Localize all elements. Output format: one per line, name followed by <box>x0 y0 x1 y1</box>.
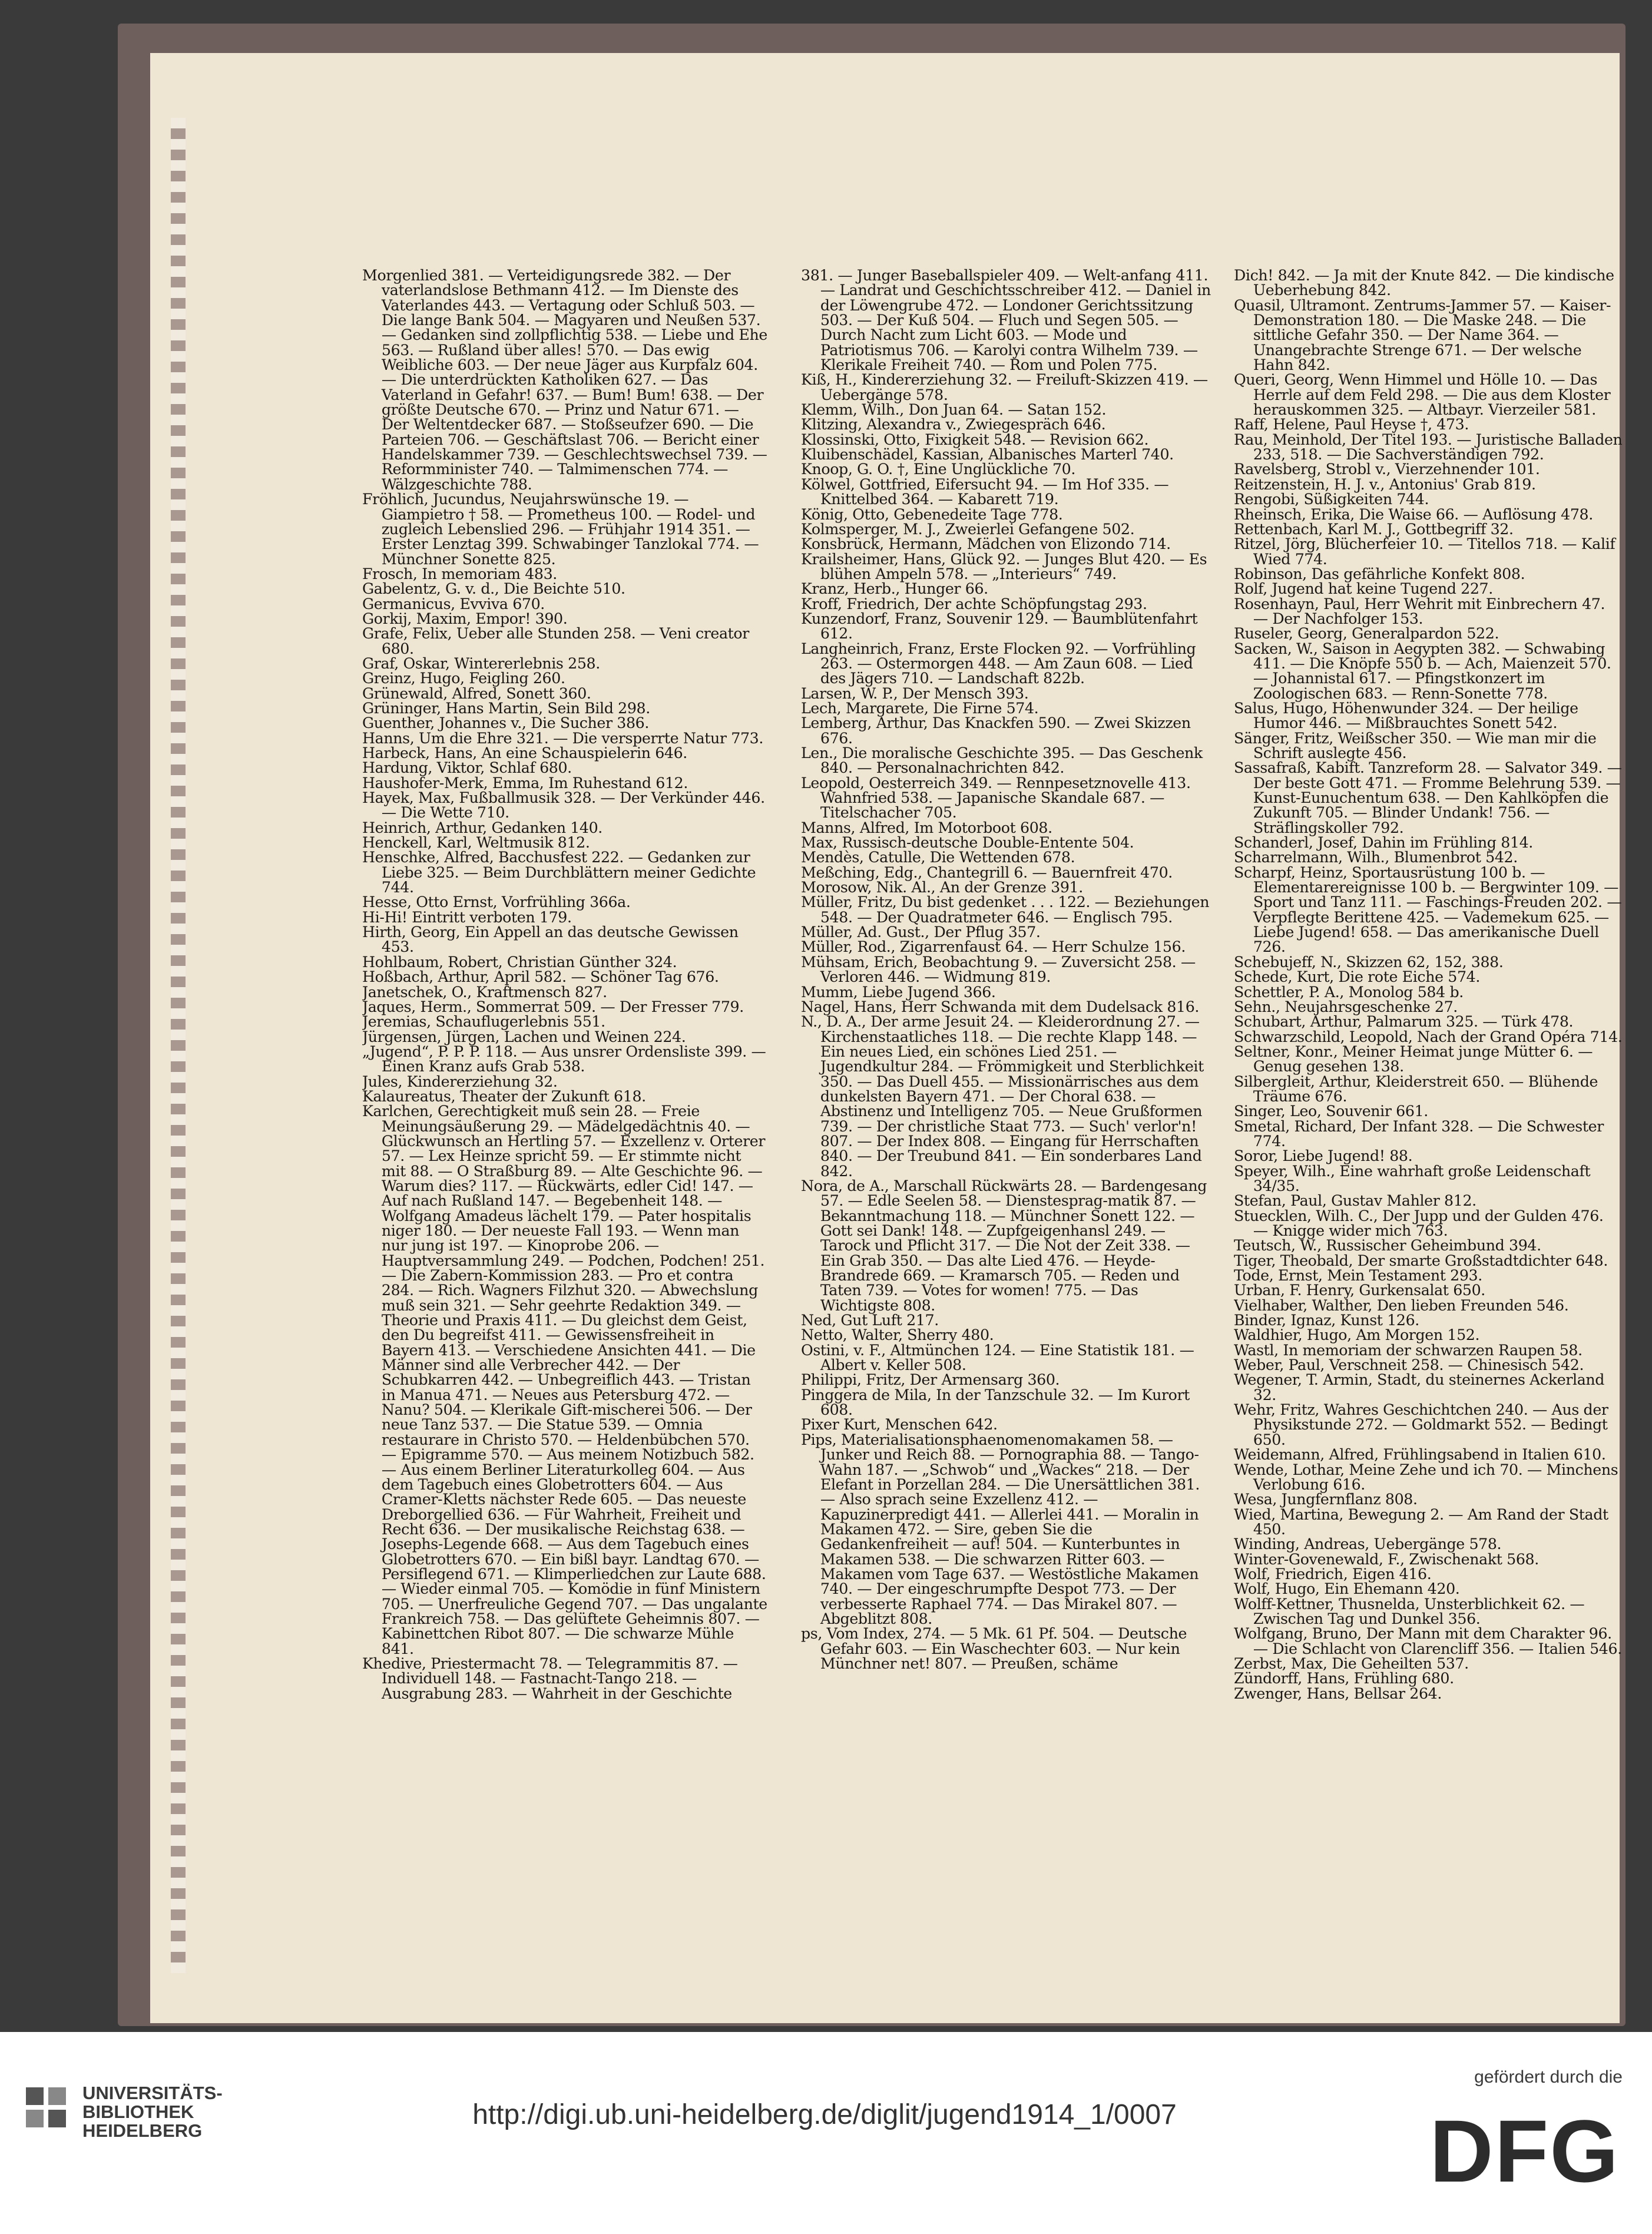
index-entry: Jeremias, Schauflugerlebnis 551. <box>362 1013 605 1031</box>
index-entry: Klossinski, Otto, Fixigkeit 548. — Revision 662. <box>801 431 1149 448</box>
index-entry: Rettenbach, Karl M. J., Gottbegriff 32. <box>1234 520 1514 538</box>
index-entry: Fröhlich, Jucundus, Neujahrswünsche 19. — Giampietro † 58. — Prometheus 100. — Rodel- und zugleich Lebenslied 296. — Frühjahr 1914 351. — Erster Lenztag 399. Schwabinger Tanzlokal 774. — Münchner Sonette 825. <box>362 491 759 568</box>
index-entry: Weidemann, Alfred, Frühlingsabend in Italien 610. <box>1234 1446 1606 1464</box>
index-entry: Grafe, Felix, Ueber alle Stunden 258. — Veni creator 680. <box>362 625 749 657</box>
index-entry: Waldhier, Hugo, Am Morgen 152. <box>1234 1326 1480 1344</box>
index-entry: Knoop, G. O. †, Eine Unglückliche 70. <box>801 461 1076 478</box>
index-entry: Tode, Ernst, Mein Testament 293. <box>1234 1267 1482 1285</box>
index-entry: Soror, Liebe Jugend! 88. <box>1234 1147 1413 1165</box>
index-entry: Mendès, Catulle, Die Wettenden 678. <box>801 849 1075 866</box>
index-entry: Heinrich, Arthur, Gedanken 140. <box>362 819 602 836</box>
index-entry: Germanicus, Evviva 670. <box>362 595 545 613</box>
index-entry: Konsbrück, Hermann, Mädchen von Elizondo 714. <box>801 535 1171 553</box>
index-entry: Schebujeff, N., Skizzen 62, 152, 388. <box>1234 953 1504 971</box>
index-entry: Ravelsberg, Strobl v., Vierzehnender 101. <box>1234 461 1540 478</box>
index-entry: Stefan, Paul, Gustav Mahler 812. <box>1234 1192 1476 1210</box>
index-entry: Rengobi, Süßigkeiten 744. <box>1234 491 1429 508</box>
index-entry: Scharrelmann, Wilh., Blumenbrot 542. <box>1234 849 1518 866</box>
index-entry: Pinggera de Mila, In der Tanzschule 32. — Im Kurort 608. <box>801 1386 1190 1419</box>
index-entry: Rau, Meinhold, Der Titel 193. — Juristische Balladen 233, 518. — Die Sachverständigen 792. <box>1234 431 1623 464</box>
index-entry: Pixer Kurt, Menschen 642. <box>801 1416 998 1434</box>
index-entry: Gabelentz, G. v. d., Die Beichte 510. <box>362 580 625 598</box>
index-entry: Meßching, Edg., Chantegrill 6. — Bauernfreit 470. <box>801 863 1173 881</box>
index-entry: Hayek, Max, Fußballmusik 328. — Der Verkünder 446. — Die Wette 710. <box>362 789 765 822</box>
index-entry: ps, Vom Index, 274. — 5 Mk. 61 Pf. 504. — Deutsche Gefahr 603. — Ein Waschechter 603. — Nur kein Münchner net! 807. — Preußen, schäme <box>801 1625 1187 1672</box>
index-entry: Winter-Govenewald, F., Zwischenakt 568. <box>1234 1550 1539 1568</box>
index-entry: Raff, Helene, Paul Heyse †, 473. <box>1234 416 1469 433</box>
index-entry: Leopold, Oesterreich 349. — Rennpesetznovelle 413. Wahnfried 538. — Japanische Skandale 687. — Titelschacher 705. <box>801 774 1191 822</box>
index-entry: Stuecklen, Wilh. C., Der Jupp und der Gulden 476. — Knigge wider mich 763. <box>1234 1207 1604 1239</box>
index-entry: Netto, Walter, Sherry 480. <box>801 1326 994 1344</box>
index-entry: Krailsheimer, Hans, Glück 92. — Junges Blut 420. — Es blühen Ampeln 578. — „Interieurs“ 749. <box>801 550 1207 583</box>
index-entry: Nora, de A., Marschall Rückwärts 28. — Bardengesang 57. — Edle Seelen 58. — Dienstesprag-matik 87. — Bekanntmachung 118. — Münchner Sonett 122. — Gott sei Dank! 148. — Zupfgeigenhansl 249. — Tarock und Pflicht 317. — Die Not der Zeit 338. — Ein Grab 350. — Das alte Lied 476. — Heyde-Brandrede 669. — Kramarsch 705. — Reden und Taten 739. — Votes for women! 775. — Das Wichtigste 808. <box>801 1177 1207 1314</box>
dfg-logo: DFG <box>1429 2101 1620 2200</box>
index-entry: Khedive, Priestermacht 78. — Telegrammitis 87. — Individuell 148. — Fastnacht-Tango 218. — Ausgrabung 283. — Wahrheit in der Geschichte <box>362 1654 738 1702</box>
index-entry: Müller, Ad. Gust., Der Pflug 357. <box>801 924 1041 941</box>
index-entry: Teutsch, W., Russischer Geheimbund 394. <box>1234 1237 1541 1255</box>
index-entry: N., D. A., Der arme Jesuit 24. — Kleiderordnung 27. — Kirchenstaatliches 118. — Die rechte Klapp 148. — Ein neues Lied, ein schönes Lied 251. — Jugendkultur 284. — Frömmigkeit und Sterblichkeit 350. — Das Duell 455. — Missionärrisches aus dem dunkelsten Bayern 471. — Der Choral 638. — Abstinenz und Intelligenz 705. — Neue Grußformen 739. — Der christliche Staat 773. — Such' verlor'n! 807. — Der Index 808. — Eingang für Herrschaften 840. — Der Treubund 841. — Ein sonderbares Land 842. <box>801 1013 1204 1180</box>
index-entry: Mumm, Liebe Jugend 366. <box>801 983 996 1001</box>
index-entry: Kroff, Friedrich, Der achte Schöpfungstag 293. <box>801 595 1147 613</box>
library-name-line-2: BIBLIOTHEK <box>82 2101 194 2122</box>
index-entry: Manns, Alfred, Im Motorboot 608. <box>801 819 1052 836</box>
index-entry: Gorkij, Maxim, Empor! 390. <box>362 610 568 627</box>
index-entry: Lemberg, Arthur, Das Knackfen 590. — Zwei Skizzen 676. <box>801 714 1191 747</box>
index-entry: Urban, F. Henry, Gurkensalat 650. <box>1234 1282 1485 1299</box>
index-entry: „Jugend“, P. P. P. 118. — Aus unsrer Ordensliste 399. — Einen Kranz aufs Grab 538. <box>362 1042 766 1075</box>
index-entry: Jules, Kindererziehung 32. <box>362 1073 558 1090</box>
index-entry: Kölwel, Gottfried, Eifersucht 94. — Im Hof 335. — Knittelbed 364. — Kabarett 719. <box>801 475 1169 508</box>
index-entry: Wolff-Kettner, Thusnelda, Unsterblichkeit 62. — Zwischen Tag und Dunkel 356. <box>1234 1595 1585 1627</box>
index-column-2 <box>801 268 1213 1935</box>
index-entry: Max, Russisch-deutsche Double-Entente 504. <box>801 834 1134 852</box>
index-entry: Rosenhayn, Paul, Herr Wehrit mit Einbrechern 47. — Der Nachfolger 153. <box>1234 595 1605 627</box>
index-entry: Hanns, Um die Ehre 321. — Die versperrte Natur 773. <box>362 729 763 747</box>
index-entry: Mühsam, Erich, Beobachtung 9. — Zuversicht 258. — Verloren 446. — Widmung 819. <box>801 953 1196 986</box>
index-entry: Wehr, Fritz, Wahres Geschichtchen 240. — Aus der Physikstunde 272. — Goldmarkt 552. — Bedingt 650. <box>1234 1401 1608 1448</box>
index-entry: Hesse, Otto Ernst, Vorfrühling 366a. <box>362 893 631 911</box>
index-entry: Silbergleit, Arthur, Kleiderstreit 650. — Blühende Träume 676. <box>1234 1073 1598 1105</box>
index-entry: Morgenlied 381. — Verteidigungsrede 382. — Der vaterlandslose Bethmann 412. — Im Dienste des Vaterlandes 443. — Vertagung oder Schluß 503. — Die lange Bank 504. — Magyaren und Neußen 537. — Gedanken sind zollpflichtig 538. — Liebe und Ehe 563. — Rußland über alles! 570. — Das ewig Weibliche 603. — Der neue Jäger aus Kurpfalz 604. — Die unterdrückten Katholiken 627. — Das Vaterland in Gefahr! 637. — Bum! Bum! 638. — Der größte Deutsche 670. — Prinz und Natur 671. — Der Weltentdecker 687. — Stoßseufzer 690. — Die Parteien 706. — Geschäftslast 706. — Bericht einer Handelskammer 739. — Geschlechtswechsel 739. — Reformminister 740. — Talmimenschen 774. — Wälzgeschichte 788. <box>362 268 767 493</box>
index-entry: Kolmsperger, M. J., Zweierlei Gefangene 502. <box>801 520 1135 538</box>
index-entry: Greinz, Hugo, Feigling 260. <box>362 670 565 687</box>
index-entry: Jürgensen, Jürgen, Lachen und Weinen 224. <box>362 1028 686 1045</box>
index-entry: Langheinrich, Franz, Erste Flocken 92. — Vorfrühling 263. — Ostermorgen 448. — Am Zaun 608. — Lied des Jägers 710. — Landschaft 822b. <box>801 640 1196 687</box>
page-url-link[interactable]: http://digi.ub.uni-heidelberg.de/diglit/jugend1914_1/0007 <box>472 2099 1177 2130</box>
index-entry: Henckell, Karl, Weltmusik 812. <box>362 834 590 852</box>
index-entry: Henschke, Alfred, Bacchusfest 222. — Gedanken zur Liebe 325. — Beim Durchblättern meiner Gedichte 744. <box>362 849 756 896</box>
index-entry: Ruseler, Georg, Generalpardon 522. <box>1234 625 1499 643</box>
index-entry: Janetschek, O., Kraftmensch 827. <box>362 983 607 1001</box>
index-entry: Sassafraß, Kabift. Tanzreform 28. — Salvator 349. — Der beste Gott 471. — Fromme Belehrung 539. — Kunst-Eunuchentum 638. — Den Kahlköpfen die Zukunft 705. — Blinder Undank! 756. — Sträflingskoller 792. <box>1234 759 1622 836</box>
index-entry: Zwenger, Hans, Bellsar 264. <box>1234 1684 1442 1702</box>
index-entry: Hohlbaum, Robert, Christian Günther 324. <box>362 953 677 971</box>
index-entry: Wegener, T. Armin, Stadt, du steinernes Ackerland 32. <box>1234 1371 1605 1404</box>
index-entry: Larsen, W. P., Der Mensch 393. <box>801 684 1029 702</box>
library-name-line-3: HEIDELBERG <box>82 2120 203 2141</box>
university-seal-icon <box>24 2085 68 2130</box>
index-entry: Tiger, Theobald, Der smarte Großstadtdichter 648. <box>1234 1252 1608 1269</box>
index-entry: Seltner, Konr., Meiner Heimat junge Mütter 6. — Genug gesehen 138. <box>1234 1042 1593 1075</box>
index-entry: Wied, Martina, Bewegung 2. — Am Rand der Stadt 450. <box>1234 1505 1608 1538</box>
index-entry: Zündorff, Hans, Frühling 680. <box>1234 1670 1454 1687</box>
library-logo-text <box>82 2084 223 2140</box>
index-entry: Wolf, Friedrich, Eigen 416. <box>1234 1565 1432 1583</box>
index-entry: Guenther, Johannes v., Die Sucher 386. <box>362 714 650 732</box>
library-name-line-1: UNIVERSITÄTS- <box>82 2083 223 2103</box>
index-entry: Hirth, Georg, Ein Appell an das deutsche Gewissen 453. <box>362 924 739 956</box>
index-entry: Klemm, Wilh., Don Juan 64. — Satan 152. <box>801 401 1107 419</box>
index-entry: König, Otto, Gebenedeite Tage 778. <box>801 505 1063 523</box>
index-entry: Kalaureatus, Theater der Zukunft 618. <box>362 1087 646 1105</box>
index-entry: Reitzenstein, H. J. v., Antonius' Grab 819. <box>1234 475 1536 493</box>
index-entry: Philippi, Fritz, Der Armensarg 360. <box>801 1371 1060 1389</box>
index-column-3 <box>1234 268 1623 1935</box>
index-entry: Winding, Andreas, Uebergänge 578. <box>1234 1535 1502 1553</box>
index-entry: Schede, Kurt, Die rote Eiche 574. <box>1234 968 1481 986</box>
index-entry: Schettler, P. A., Monolog 584 b. <box>1234 983 1464 1001</box>
index-column-1 <box>362 268 769 1935</box>
index-entry: Schwarzschild, Leopold, Nach der Grand Opéra 714. <box>1234 1028 1623 1045</box>
index-entry: Hardung, Viktor, Schlaf 680. <box>362 759 572 777</box>
index-entry: Nagel, Hans, Herr Schwanda mit dem Dudelsack 816. <box>801 998 1200 1015</box>
index-entry: Hi-Hi! Eintritt verboten 179. <box>362 908 572 926</box>
index-entry: Graf, Oskar, Wintererlebnis 258. <box>362 654 600 672</box>
index-entry: Lech, Margarete, Die Firne 574. <box>801 699 1039 717</box>
binding-edge <box>171 118 186 1973</box>
index-entry: Grüninger, Hans Martin, Sein Bild 298. <box>362 699 650 717</box>
index-entry: Binder, Ignaz, Kunst 126. <box>1234 1312 1419 1329</box>
index-entry: Hoßbach, Arthur, April 582. — Schöner Tag 676. <box>362 968 719 986</box>
index-entry: Smetal, Richard, Der Infant 328. — Die Schwester 774. <box>1234 1117 1604 1150</box>
index-entry: Rolf, Jugend hat keine Tugend 227. <box>1234 580 1493 598</box>
index-entry: Quasil, Ultramont. Zentrums-Jammer 57. — Kaiser-Demonstration 180. — Die Maske 248. — Die sittliche Gefahr 350. — Der Name 364. — Unangebrachte Strenge 671. — Der welsche Hahn 842. <box>1234 296 1611 374</box>
index-entry: Wolf, Hugo, Ein Ehemann 420. <box>1234 1580 1460 1598</box>
index-entry: Müller, Fritz, Du bist gedenket . . . 122. — Beziehungen 548. — Der Quadratmeter 646. — Englisch 795. <box>801 893 1210 926</box>
index-entry: Harbeck, Hans, An eine Schauspielerin 646. <box>362 744 687 762</box>
index-entry: Kluibenschädel, Kassian, Albanisches Marterl 740. <box>801 446 1174 464</box>
index-entry: Scharpf, Heinz, Sportausrüstung 100 b. — Elementarereignisse 100 b. — Bergwinter 109. — Sport und Tanz 111. — Faschings-Freuden 202. — Verpflegte Berittene 425. — Vademekum 625. — Liebe Jugend! 658. — Das amerikanische Duell 726. <box>1234 863 1622 956</box>
index-entry: Haushofer-Merk, Emma, Im Ruhestand 612. <box>362 774 688 792</box>
index-entry: Klitzing, Alexandra v., Zwiegespräch 646. <box>801 416 1106 433</box>
index-entry: Grünewald, Alfred, Sonett 360. <box>362 684 591 702</box>
index-entry: Morosow, Nik. Al., An der Grenze 391. <box>801 879 1083 896</box>
index-entry: Wende, Lothar, Meine Zehe und ich 70. — Minchens Verlobung 616. <box>1234 1461 1618 1493</box>
index-entry: Sehn., Neujahrsgeschenke 27. <box>1234 998 1458 1015</box>
index-entry: Wastl, In memoriam der schwarzen Raupen 58. <box>1234 1341 1583 1359</box>
index-entry: Sacken, W., Saison in Aegypten 382. — Schwabing 411. — Die Knöpfe 550 b. — Ach, Maienzeit 570. — Johannistal 617. — Pfingstkonzert im Zoologischen 683. — Renn-Sonette 778. <box>1234 640 1611 702</box>
index-entry: Schanderl, Josef, Dahin im Frühling 814. <box>1234 834 1533 852</box>
index-entry: Frosch, In memoriam 483. <box>362 565 557 583</box>
index-entry: Sänger, Fritz, Weißscher 350. — Wie man mir die Schrift auslegte 456. <box>1234 729 1597 762</box>
index-entry: Kranz, Herb., Hunger 66. <box>801 580 988 598</box>
index-entry: Zerbst, Max, Die Geheilten 537. <box>1234 1654 1469 1672</box>
index-entry: Ritzel, Jörg, Blücherfeier 10. — Titellos 718. — Kalif Wied 774. <box>1234 535 1615 568</box>
index-entry: Singer, Leo, Souvenir 661. <box>1234 1103 1428 1120</box>
index-entry: Wesa, Jungfernflanz 808. <box>1234 1491 1418 1508</box>
index-entry: Len., Die moralische Geschichte 395. — Das Geschenk 840. — Personalnachrichten 842. <box>801 744 1203 777</box>
index-entry: Karlchen, Gerechtigkeit muß sein 28. — Freie Meinungsäußerung 29. — Mädelgedächtnis 40. — Glückwunsch an Hertling 57. — Exzellenz v. Orterer 57. — Lex Heinze spricht 59. — Er stimmte nicht mit 88. — O Straßburg 89. — Alte Geschichte 96. — Warum dies? 117. — Rückwärts, edler Cid! 147. — Auf nach Rußland 147. — Begebenheit 148. — Wolfgang Amadeus lächelt 179. — Pater hospitalis niger 180. — Der neueste Fall 193. — Wenn man nur jung ist 197. — Kinoprobe 206. — Hauptversammlung 249. — Podchen, Podchen! 251. — Die Zabern-Kommission 283. — Pro et contra 284. — Rich. Wagners Filzhut 320. — Abwechslung muß sein 321. — Sehr geehrte Redaktion 349. — Theorie und Praxis 411. — Du gleichst dem Geist, den Du begreifst 411. — Gewissensfreiheit in Bayern 413. — Verschiedene Ansichten 441. — Die Männer sind alle Verbrecher 442. — Der Schubkarren 442. — Unbegreiflich 443. — Tristan in Manua 471. — Neues aus Petersburg 472. — Nanu? 504. — Klerikale Gift-mischerei 506. — Der neue Tanz 537. — Die Statue 539. — Omnia restaurare in Christo 570. — Heldenbübchen 570. — Epigramme 570. — Aus meinem Notizbuch 582. — Aus einem Berliner Literaturkolleg 604. — Aus dem Tagebuch eines Globetrotters 604. — Aus Cramer-Kletts nächster Rede 605. — Das neueste Dreborgellied 636. — Für Wahrheit, Freiheit und Recht 636. — Der musikalische Reichstag 638. — Josephs-Legende 668. — Aus dem Tagebuch eines Globetrotters 670. — Ein bißl bayr. Landtag 670. — Persiflegend 671. — Klimperliedchen zur Laute 688. — Wieder einmal 705. — Komödie in fünf Ministern 705. — Unerfreuliche Gegend 707. — Das ungalante Frankreich 758. — Das gelüftete Geheimnis 807. — Kabinettchen Ribot 807. — Die schwarze Mühle 841. <box>362 1103 767 1657</box>
index-entry: Speyer, Wilh., Eine wahrhaft große Leidenschaft 34/35. <box>1234 1162 1591 1194</box>
index-entry: Wolfgang, Bruno, Der Mann mit dem Charakter 96. — Die Schlacht von Clarencliff 356. — Italien 546. <box>1234 1625 1622 1657</box>
viewer-footer <box>0 2032 1652 2234</box>
index-entry: Dich! 842. — Ja mit der Knute 842. — Die kindische Ueberhebung 842. <box>1234 268 1614 299</box>
sponsor-text: gefördert durch die <box>1474 2067 1623 2087</box>
index-entry: Jaques, Herm., Sommerrat 509. — Der Fresser 779. <box>362 998 744 1015</box>
index-entry: Kiß, H., Kindererziehung 32. — Freiluft-Skizzen 419. — Uebergänge 578. <box>801 371 1208 403</box>
index-entry: Rheinsch, Erika, Die Waise 66. — Auflösung 478. <box>1234 505 1593 523</box>
index-entry: Salus, Hugo, Höhenwunder 324. — Der heilige Humor 446. — Mißbrauchtes Sonett 542. <box>1234 699 1578 732</box>
index-entry: Kunzendorf, Franz, Souvenir 129. — Baumblütenfahrt 612. <box>801 610 1198 643</box>
index-entry: Schubart, Arthur, Palmarum 325. — Türk 478. <box>1234 1013 1574 1031</box>
index-entry: Pips, Materialisationsphaenomenomakamen 58. — Junker und Reich 88. — Pornographia 88. — Tango-Wahn 187. — „Schwob“ und „Wackes“ 218. — Der Elefant in Porzellan 284. — Die Unersättlichen 381. — Also sprach seine Exzellenz 412. — Kapuzinerpredigt 441. — Allerlei 441. — Moralin in Makamen 472. — Sire, geben Sie die Gedankenfreiheit — auf! 504. — Kunterbuntes in Makamen 538. — Die schwarzen Ritter 603. — Makamen vom Tage 637. — Westöstliche Makamen 740. — Der eingeschrumpfte Despot 773. — Der verbesserte Raphael 774. — Das Mirakel 807. — Abgeblitzt 808. <box>801 1431 1200 1627</box>
index-entry: 381. — Junger Baseballspieler 409. — Welt-anfang 411. — Landrat und Geschichtsschreiber 412. — Daniel in der Löwengrube 472. — Londoner Gerichtssitzung 503. — Der Kuß 504. — Fluch und Segen 505. — Durch Nacht zum Licht 603. — Mode und Patriotismus 706. — Karolyi contra Wilhelm 739. — Klerikale Freiheit 740. — Rom und Polen 775. <box>801 268 1211 374</box>
index-entry: Ostini, v. F., Altmünchen 124. — Eine Statistik 181. — Albert v. Keller 508. <box>801 1341 1194 1374</box>
index-entry: Vielhaber, Walther, Den lieben Freunden 546. <box>1234 1296 1569 1314</box>
index-entry: Queri, Georg, Wenn Himmel und Hölle 10. — Das Herrle auf dem Feld 298. — Die aus dem Kloster herauskommen 325. — Altbayr. Vierzeiler 581. <box>1234 371 1611 419</box>
index-entry: Müller, Rod., Zigarrenfaust 64. — Herr Schulze 156. <box>801 938 1186 956</box>
index-entry: Weber, Paul, Verschneit 258. — Chinesisch 542. <box>1234 1356 1584 1374</box>
index-entry: Robinson, Das gefährliche Konfekt 808. <box>1234 565 1525 583</box>
index-entry: Ned, Gut Luft 217. <box>801 1312 939 1329</box>
